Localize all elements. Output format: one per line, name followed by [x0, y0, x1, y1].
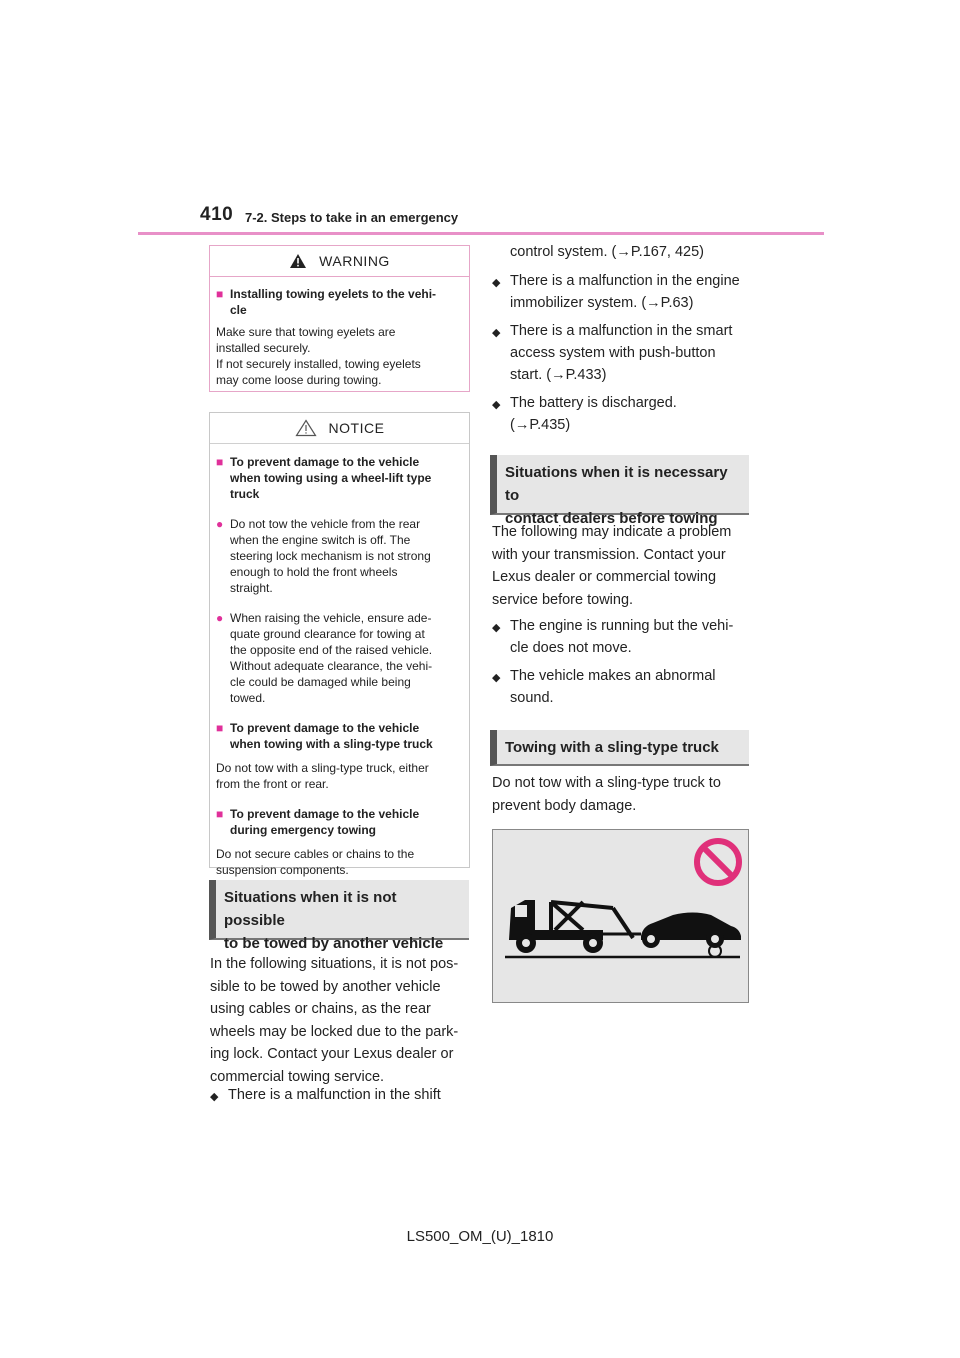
notice-bullet: ● Do not tow the vehicle from the rear when the engine switch is off. The steering lock mechanism is not strong enough to hold the front wheels straight. [216, 517, 431, 595]
circle-bullet-icon: ● [216, 517, 224, 531]
warning-header [210, 246, 469, 277]
header-rule [138, 232, 824, 235]
warning-title: WARNING [319, 253, 390, 269]
square-bullet-icon: ■ [216, 455, 224, 469]
section1-bullet: ◆ The battery is discharged. (→P.435) [492, 392, 754, 436]
notice-triangle-icon [295, 419, 317, 437]
diamond-bullet-icon: ◆ [492, 622, 501, 634]
notice-subheading-sling: ■ To prevent damage to the vehicle when towing with a sling-type truck [216, 721, 433, 751]
section2-bullet: ◆ The vehicle makes an abnormal sound. [492, 665, 754, 709]
prohibition-icon [697, 841, 739, 883]
diamond-bullet-icon: ◆ [210, 1091, 219, 1103]
sling-truck-towing-car-icon [493, 830, 748, 1002]
warning-triangle-icon [289, 253, 307, 269]
warning-box [209, 245, 470, 392]
section-heading-sling-truck: Towing with a sling-type truck [490, 730, 749, 766]
section-heading-contact-dealers: Situations when it is necessary to contact dealers before towing [490, 455, 749, 515]
section2-bullet: ◆ The engine is running but the vehi- cle does not move. [492, 615, 754, 659]
notice-bullet: ● When raising the vehicle, ensure ade- quate ground clearance for towing at the opposite end of the raised vehicle. Without adequate clearance, the vehi- cle could be damaged while being towed. [216, 611, 433, 705]
circle-bullet-icon: ● [216, 611, 224, 625]
footer-code: LS500_OM_(U)_1810 [406, 1228, 554, 1245]
notice-paragraph: Do not secure cables or chains to the suspension components. [216, 847, 415, 877]
warning-subheading: ■ Installing towing eyelets to the vehi- cle [216, 287, 437, 317]
section1-bullet: ◆ There is a malfunction in the smart access system with push-button start. (→P.433) [492, 320, 754, 386]
notice-header [210, 413, 469, 444]
diamond-bullet-icon: ◆ [492, 672, 501, 684]
notice-subheading-wheel-lift: ■ To prevent damage to the vehicle when towing using a wheel-lift type truck [216, 455, 432, 501]
diamond-bullet-icon: ◆ [492, 277, 501, 289]
chapter-title: 7-2. Steps to take in an emergency [245, 210, 459, 225]
notice-box [209, 412, 470, 877]
section1-bullet-continued: control system. (→P.167, 425) [510, 244, 704, 260]
notice-subheading-emergency: ■ To prevent damage to the vehicle during emergency towing [216, 807, 420, 837]
warning-paragraph: Make sure that towing eyelets are installed securely. If not securely installed, towing eyelets may come loose during towing. [216, 325, 421, 387]
section1-bullet: ◆ There is a malfunction in the engine immobilizer system. (→P.63) [492, 270, 754, 314]
square-bullet-icon: ■ [216, 807, 224, 821]
section2-intro: The following may indicate a problem with your transmission. Contact your Lexus dealer or commercial towing service before towing. [492, 524, 732, 608]
diamond-bullet-icon: ◆ [492, 399, 501, 411]
notice-title: NOTICE [328, 420, 385, 436]
sling-truck-illustration [492, 829, 749, 1003]
diamond-bullet-icon: ◆ [492, 327, 501, 339]
square-bullet-icon: ■ [216, 721, 224, 735]
square-bullet-icon: ■ [216, 287, 224, 301]
section-heading-not-possible: Situations when it is not possible to be towed by another vehicle [209, 880, 469, 940]
section1-intro: In the following situations, it is not pos- sible to be towed by another vehicle using cables or chains, as the rear wheels may be locked due to the park- ing lock. Contact your Lexus dealer or commercial towing service. [210, 956, 459, 1085]
page-number: 410 [200, 204, 234, 225]
section3-body: Do not tow with a sling-type truck to prevent body damage. [492, 775, 721, 814]
notice-paragraph: Do not tow with a sling-type truck, either from the front or rear. [216, 761, 429, 791]
section1-bullet: ◆ There is a malfunction in the shift [210, 1084, 472, 1108]
